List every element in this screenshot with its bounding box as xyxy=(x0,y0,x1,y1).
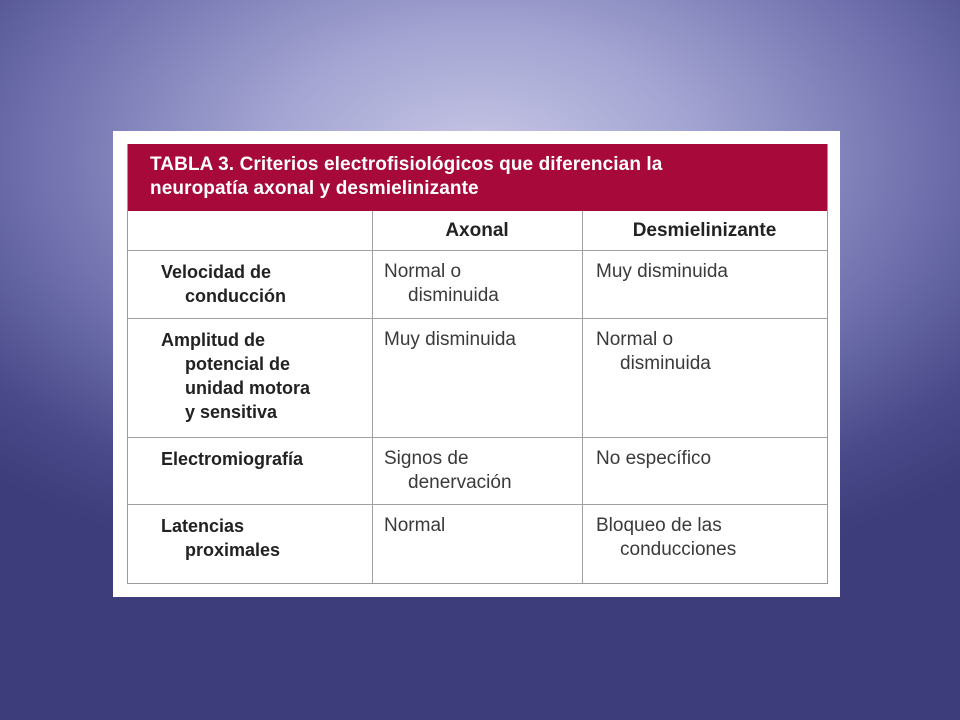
cell-velocidad-axonal xyxy=(384,260,499,308)
cell-line: Bloqueo de las xyxy=(596,515,722,536)
cell-amplitud-desmielinizante xyxy=(596,328,711,376)
row-label-line: conducción xyxy=(185,286,287,306)
row-divider-1 xyxy=(128,318,827,319)
row-label-latencias xyxy=(161,514,371,562)
row-label-line: proximales xyxy=(185,540,281,560)
header-divider xyxy=(128,250,827,251)
column-divider-2 xyxy=(582,211,583,583)
row-label-line: potencial de xyxy=(185,354,291,374)
cell-line: Normal o xyxy=(596,329,674,350)
row-label-line: unidad motora xyxy=(185,378,310,398)
cell-line: Muy disminuida xyxy=(384,329,516,350)
cell-line: denervación xyxy=(408,472,512,493)
row-label-amplitud xyxy=(161,328,371,424)
table-image xyxy=(113,131,840,597)
table-title-bar xyxy=(128,144,827,211)
cell-latencias-axonal xyxy=(384,514,445,538)
cell-line: Muy disminuida xyxy=(596,261,728,282)
row-label-velocidad xyxy=(161,260,371,308)
row-divider-3 xyxy=(128,504,827,505)
criteria-table xyxy=(127,144,828,584)
cell-line: Normal o xyxy=(384,261,462,282)
column-header-desmielinizante: Desmielinizante xyxy=(632,220,777,241)
cell-line: disminuida xyxy=(620,353,711,374)
cell-electromiografia-desmielinizante xyxy=(596,447,711,471)
cell-electromiografia-axonal xyxy=(384,447,512,495)
cell-line: disminuida xyxy=(408,285,499,306)
row-label-line: Electromiografía xyxy=(161,449,304,469)
cell-amplitud-axonal xyxy=(384,328,516,352)
row-label-electromiografia xyxy=(161,447,371,471)
cell-latencias-desmielinizante xyxy=(596,514,736,562)
row-label-line: y sensitiva xyxy=(185,402,278,422)
table-title-line-2: neuropatía axonal y desmielinizante xyxy=(150,178,479,199)
cell-line: Normal xyxy=(384,515,446,536)
table-title xyxy=(150,153,810,201)
cell-line: Signos de xyxy=(384,448,469,469)
cell-velocidad-desmielinizante xyxy=(596,260,728,284)
row-label-line: Velocidad de xyxy=(161,262,272,282)
table-title-line-1: TABLA 3. Criterios electrofisiológicos que diferencian la xyxy=(150,154,663,175)
row-label-line: Amplitud de xyxy=(161,330,265,350)
column-divider-1 xyxy=(372,211,373,583)
row-divider-2 xyxy=(128,437,827,438)
cell-line: No específico xyxy=(596,448,712,469)
cell-line: conducciones xyxy=(620,539,737,560)
column-header-axonal: Axonal xyxy=(445,220,509,241)
row-label-line: Latencias xyxy=(161,516,245,536)
